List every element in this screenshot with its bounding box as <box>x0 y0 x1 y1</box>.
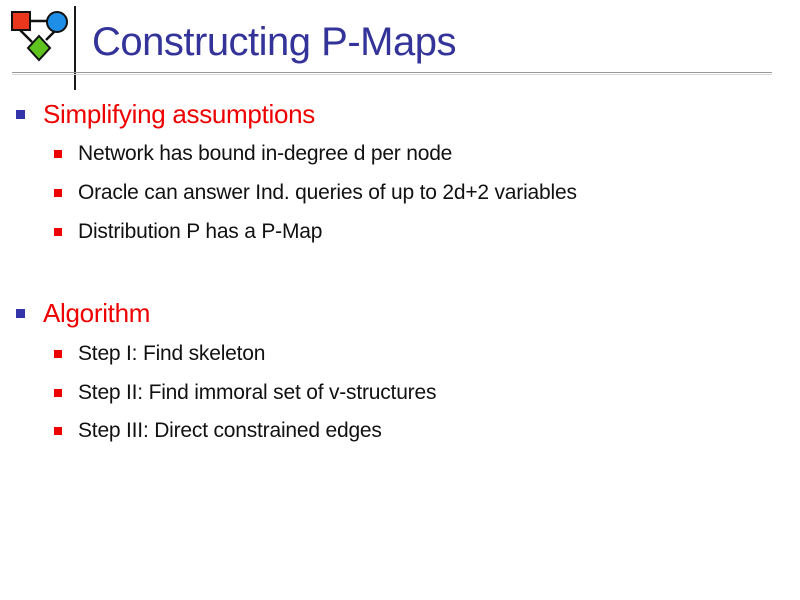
square-bullet-icon <box>16 110 25 119</box>
square-bullet-icon <box>54 150 62 158</box>
bullet-text: Oracle can answer Ind. queries of up to 2d+2 variables <box>78 181 577 204</box>
square-bullet-icon <box>54 389 62 397</box>
square-bullet-icon <box>54 189 62 197</box>
square-bullet-icon <box>54 228 62 236</box>
bullet-item-level1 <box>16 97 315 131</box>
bullet-item-level2 <box>54 340 265 368</box>
bullet-item-level2 <box>54 179 577 207</box>
square-bullet-icon <box>16 309 25 318</box>
bullet-item-level2 <box>54 379 436 407</box>
square-bullet-icon <box>54 427 62 435</box>
slide-title: Constructing P-Maps <box>92 20 456 64</box>
bullet-item-level2 <box>54 417 382 445</box>
bullet-text: Step I: Find skeleton <box>78 342 266 365</box>
bullet-text: Distribution P has a P-Map <box>78 220 323 243</box>
bullet-item-level2 <box>54 140 452 168</box>
bullet-text: Step III: Direct constrained edges <box>78 419 382 442</box>
section-heading: Simplifying assumptions <box>43 98 315 129</box>
bullet-text: Network has bound in-degree d per node <box>78 142 453 165</box>
square-bullet-icon <box>54 350 62 358</box>
section-heading: Algorithm <box>43 297 151 328</box>
bullet-item-level2 <box>54 218 322 246</box>
bullet-item-level1 <box>16 296 150 330</box>
bullet-text: Step II: Find immoral set of v-structures <box>78 381 437 404</box>
